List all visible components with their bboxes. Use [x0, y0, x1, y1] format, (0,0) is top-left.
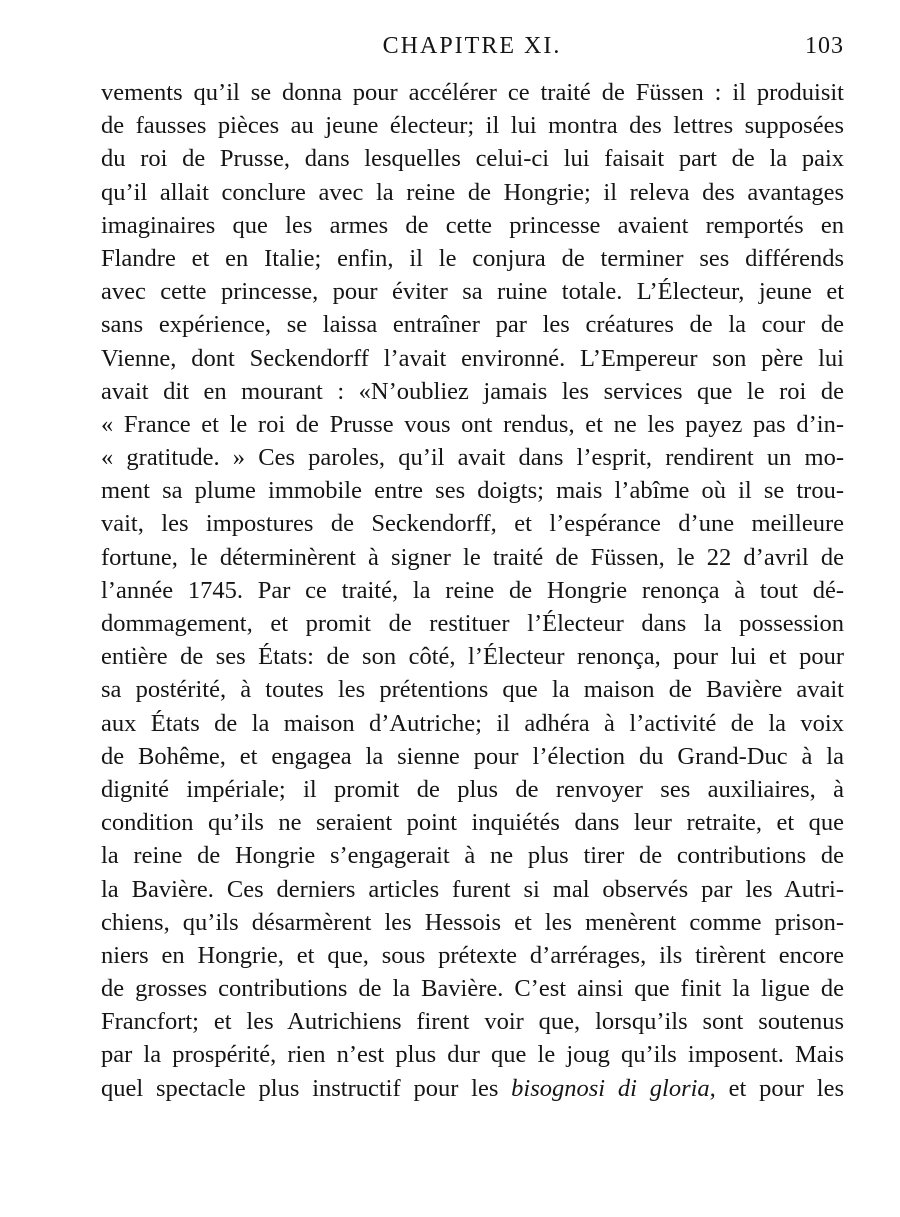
text-line: niers en Hongrie, et que, sous prétexte d’arrérages, ils tirèrent encore — [101, 941, 844, 969]
text-line: la Bavière. Ces derniers articles furent si mal observés par les Autri- — [101, 875, 844, 903]
text-line: de grosses contributions de la Bavière. C’est ainsi que finit la ligue de — [101, 975, 844, 1003]
text-line: avait dit en mourant : «N’oubliez jamais les services que le roi de — [101, 377, 844, 405]
italic-phrase: bisognosi di gloria, — [511, 1074, 716, 1102]
text-line: « France et le roi de Prusse vous ont rendus, et ne les payez pas d’in- — [101, 410, 844, 438]
text-line: Vienne, dont Seckendorff l’avait environné. L’Empereur son père lui — [101, 344, 844, 372]
text-line: de fausses pièces au jeune électeur; il lui montra des lettres supposées — [101, 112, 844, 140]
text-line: ment sa plume immobile entre ses doigts; mais l’abîme où il se trou- — [101, 477, 844, 505]
text-line: par la prospérité, rien n’est plus dur que le joug qu’ils imposent. Mais — [101, 1041, 844, 1069]
text-line: vait, les impostures de Seckendorff, et l’espérance d’une meilleure — [101, 510, 844, 538]
text-line: vements qu’il se donna pour accélérer ce traité de Füssen : il produisit — [101, 79, 844, 106]
text-line: imaginaires que les armes de cette princesse avaient remportés en — [101, 211, 844, 239]
text-line: sa postérité, à toutes les prétentions que la maison de Bavière avait — [101, 676, 844, 704]
text-line: entière de ses États: de son côté, l’Électeur renonça, pour lui et pour — [101, 643, 844, 671]
text-line: condition qu’ils ne seraient point inquiétés dans leur retraite, et que — [101, 809, 844, 837]
text-line: dignité impériale; il promit de plus de renvoyer ses auxiliaires, à — [101, 775, 844, 803]
page-header — [100, 30, 844, 62]
text-line: fortune, le déterminèrent à signer le traité de Füssen, le 22 d’avril de — [101, 543, 844, 571]
text-line: sans expérience, se laissa entraîner par les créatures de la cour de — [101, 311, 844, 339]
text-line: chiens, qu’ils désarmèrent les Hessois et les menèrent comme prison- — [101, 908, 844, 936]
text-line: aux États de la maison d’Autriche; il adhéra à l’activité de la voix — [101, 709, 844, 737]
text-segment: quel spectacle plus instructif pour les — [101, 1074, 512, 1102]
text-line-last — [101, 1072, 844, 1105]
page-number: 103 — [805, 33, 844, 59]
text-line: qu’il allait conclure avec la reine de Hongrie; il releva des avantages — [101, 178, 844, 206]
text-line: avec cette princesse, pour éviter sa ruine totale. L’Électeur, jeune et — [101, 278, 844, 306]
text-line: de Bohême, et engagea la sienne pour l’élection du Grand-Duc à la — [101, 742, 844, 770]
text-line: Francfort; et les Autrichiens firent voir que, lorsqu’ils sont soutenus — [101, 1008, 844, 1036]
text-line: du roi de Prusse, dans lesquelles celui-ci lui faisait part de la paix — [101, 145, 844, 173]
text-segment: et pour les — [715, 1074, 845, 1102]
text-line: « gratitude. » Ces paroles, qu’il avait dans l’esprit, rendirent un mo- — [101, 444, 844, 472]
text-line: la reine de Hongrie s’engagerait à ne plus tirer de contributions de — [101, 842, 844, 870]
text-line: Flandre et en Italie; enfin, il le conjura de terminer ses différends — [101, 244, 844, 272]
body-text — [101, 76, 844, 1105]
text-line: l’année 1745. Par ce traité, la reine de Hongrie renonça à tout dé- — [101, 576, 844, 604]
text-line: dommagement, et promit de restituer l’Électeur dans la possession — [101, 610, 844, 637]
running-title: CHAPITRE XI. — [382, 33, 562, 59]
